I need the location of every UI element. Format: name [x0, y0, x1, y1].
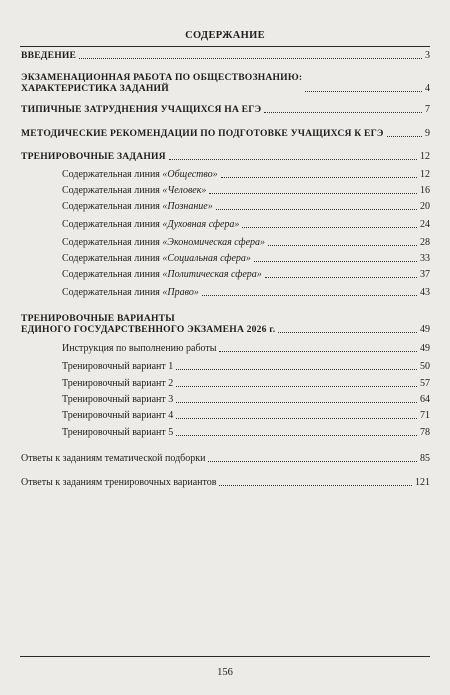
toc-entry-variant-3: Тренировочный вариант 3 64 [62, 394, 430, 405]
top-rule [20, 46, 430, 47]
toc-entry-variant-2: Тренировочный вариант 2 57 [62, 378, 430, 389]
toc-entry-line-social: Содержательная линия «Социальная сфера» 33 [62, 253, 430, 264]
bottom-rule [20, 656, 430, 657]
toc-entry-introduction: ВВЕДЕНИЕ 3 [21, 50, 430, 61]
toc-entry-methodical-recommendations: МЕТОДИЧЕСКИЕ РЕКОМЕНДАЦИИ ПО ПОДГОТОВКЕ УЧАЩИХСЯ К ЕГЭ 9 [21, 128, 430, 139]
page-title: СОДЕРЖАНИЕ [185, 30, 265, 41]
toc-entry-instructions: Инструкция по выполнению работы 49 [62, 343, 430, 354]
toc-entry-answers-variants: Ответы к заданиям тренировочных вариантов 121 [21, 477, 430, 488]
toc-entry-training-variants: ТРЕНИРОВОЧНЫЕ ВАРИАНТЫ ЕДИНОГО ГОСУДАРСТВЕННОГО ЭКЗАМЕНА 2026 г. 49 [21, 313, 430, 335]
toc-entry-line-person: Содержательная линия «Человек» 16 [62, 185, 430, 196]
toc-entry-variant-4: Тренировочный вариант 4 71 [62, 410, 430, 421]
toc-entry-training-tasks: ТРЕНИРОВОЧНЫЕ ЗАДАНИЯ 12 [21, 151, 430, 162]
page-number: 156 [217, 667, 233, 678]
toc-entry-line-economic: Содержательная линия «Экономическая сфера» 28 [62, 237, 430, 248]
toc-entry-typical-difficulties: ТИПИЧНЫЕ ЗАТРУДНЕНИЯ УЧАЩИХСЯ НА ЕГЭ 7 [21, 104, 430, 115]
toc-entry-exam-work: ЭКЗАМЕНАЦИОННАЯ РАБОТА ПО ОБЩЕСТВОЗНАНИЮ: ХАРАКТЕРИСТИКА ЗАДАНИЙ 4 [21, 72, 430, 94]
toc-entry-line-law: Содержательная линия «Право» 43 [62, 287, 430, 298]
toc-entry-answers-thematic: Ответы к заданиям тематической подборки 85 [21, 453, 430, 464]
toc-entry-line-political: Содержательная линия «Политическая сфера» 37 [62, 269, 430, 280]
toc-entry-variant-1: Тренировочный вариант 1 50 [62, 361, 430, 372]
toc-entry-line-cognition: Содержательная линия «Познание» 20 [62, 201, 430, 212]
toc-entry-variant-5: Тренировочный вариант 5 78 [62, 427, 430, 438]
toc-entry-line-society: Содержательная линия «Общество» 12 [62, 169, 430, 180]
toc-entry-line-spiritual: Содержательная линия «Духовная сфера» 24 [62, 219, 430, 230]
